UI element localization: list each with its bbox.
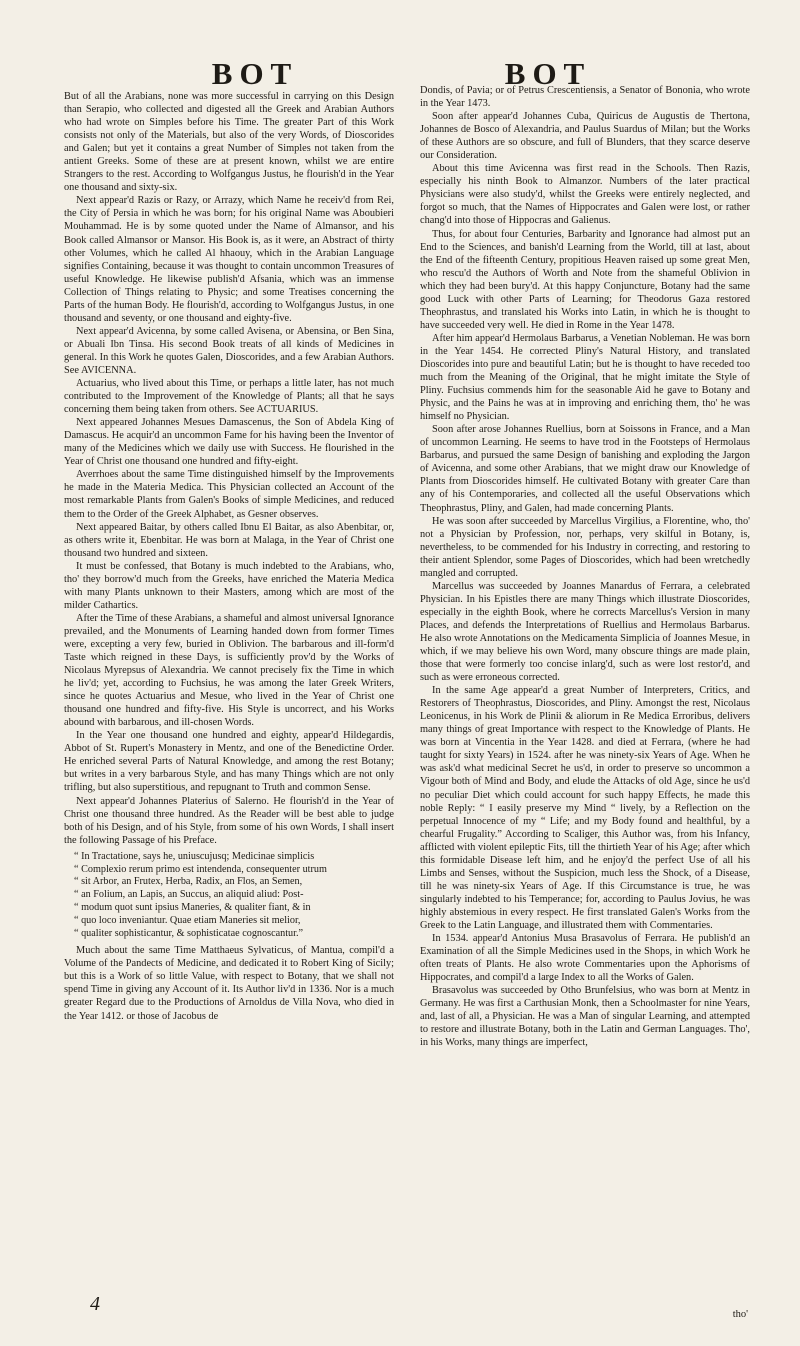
paragraph: Next appeared Johannes Mesues Damascenus, the Son of Abdela King of Damascus. He acquir'd an uncommon Fame for his having been the Inventor of many of the Medicines which we daily use with Success. He flourished in the Year of Christ one thousand one hundred and fifty-eight. [64, 417, 394, 468]
paragraph: After him appear'd Hermolaus Barbarus, a Venetian Nobleman. He was born in the Year 1454. He corrected Pliny's Natural History, and translated Dioscorides into pure and beautiful Latin; but he is thought to have receded too much from the Meaning of the Original, that he might imitate the Style of Pliny. Fuchsius commends him for the seasonable Aid he gave to Botany and Physic, and the Pains he was at in improving and enriching them, tho' he was himself no Physician. [420, 332, 750, 423]
paragraph: In the same Age appear'd a great Number of Interpreters, Critics, and Restorers of Theophrastus, Dioscorides, and Pliny. Amongst the rest, Nicolaus Leonicenus, in his Work de Plinii & aliorum in Re Medica Erroribus, delivers many things of great Importance with respect to the Knowledge of Plants. He was born at Vincentia in the Year 1428. and died at Ferrara, (where he had taught for sixty Years) in 1524. after he was ninety-six Years of Age. When he was ask'd what medicinal Secret he us'd, in order to preserve so uncommon a Vigour both of Mind and Body, and elude the Attacks of old Age, since he us'd no peculiar Diet which could account for such happy Effects, he made this noble Reply: “ I easily preserve my Mind “ lively, by a Reflection on the perpetual Innocence of my “ Life; and my Body found and healthful, by a chearful Frugality.” According to Scaliger, this Author was, from his Infancy, afflicted with violent epileptic Fits, till the thirtieth Year of his Age; after which this formidable Disease left him, and he enjoy'd the perfect Use of all his Limbs and Senses, without the Suspicion, much less the Shock, of a Disease, till he was ninety-six Years of Age. If this Circumstance is true, he was singularly indebted to his Temperance; for, according to Paulus Jovius, he was highly abstemious in every respect. He first translated Galen's Works from the Greek to the Latin Language, and illustrated them with Commentaries. [420, 685, 750, 931]
quote-line: “ qualiter sophisticantur, & sophisticatae cognoscantur.” [74, 927, 304, 939]
paragraph: About this time Avicenna was first read in the Schools. Then Razis, especially his ninth Book to Almanzor. Numbers of the later practical Physicians were also study'd, whilst the Greeks were entirely neglected, and forgot so much, that the Names of Hippocrates and Galen were lost, or rather chang'd into those of Hippocras and Galienus. [420, 163, 750, 227]
quote-line: “ an Folium, an Lapis, an Succus, an aliquid aliud: Post- [74, 889, 304, 901]
paragraph: Dondis, of Pavia; or of Petrus Crescentiensis, a Senator of Bononia, who wrote in the Year 1473. [420, 85, 750, 110]
quote-line: “ quo loco inveniantur. Quae etiam Maneries sit melior, [74, 914, 301, 926]
running-head-left: BOT [211, 56, 299, 91]
catchword: tho' [732, 1309, 748, 1320]
right-column [420, 84, 750, 1294]
paragraph: In 1534. appear'd Antonius Musa Brasavolus of Ferrara. He publish'd an Examination of all the Simple Medicines used in the Shops, in which Work he often treats of Plants. He also wrote Commentaries upon the Aphorisms of Hippocrates, and compil'd a large Index to all the Works of Galen. [420, 933, 750, 984]
paragraph: Actuarius, who lived about this Time, or perhaps a little later, has not much contributed to the Improvement of the Knowledge of Plants; all that he says concerning them being taken from others. See ACTUARIUS. [64, 378, 394, 416]
quote-line: “ In Tractatione, says he, uniuscujusq; Medicinae simplicis [74, 850, 315, 862]
paragraph: But of all the Arabians, none was more successful in carrying on this Design than Serapio, who collected and digested all the Greek and Arabian Authors who had wrote on Simples before his Time. The greater Part of this Work consists not only of the Materials, but also of the very Words, of Dioscorides and Galen; but yet it contains a great Number of Simples not taken from the antient Greeks. Some of these are at present known, whilst we are entire Strangers to the rest. According to Wolfgangus Justus, he flourish'd in the Year one thousand and sixty-six. [64, 91, 394, 194]
paragraph: Brasavolus was succeeded by Otho Brunfelsius, who was born at Mentz in Germany. He was first a Carthusian Monk, then a Schoolmaster for nine Years, and, last of all, a Physician. He was a Man of singular Learning, and attempted to restore and illustrate Botany, both in the Latin and German Languages. Tho', in his Works, many things are imperfect, [420, 985, 750, 1049]
running-head-right: BOT [504, 56, 592, 91]
quote-line: “ Complexio rerum primo est intendenda, consequenter utrum [74, 863, 327, 875]
paragraph: It must be confessed, that Botany is much indebted to the Arabians, who, tho' they borrow'd much from the Greeks, have enriched the Materia Medica with many Plants unknown to their Masters, among which are most of the milder Cathartics. [64, 560, 394, 611]
paragraph: Next appear'd Razis or Razy, or Arrazy, which Name he receiv'd from Rei, the City of Persia in which he was born; for his original Name was Aboubieri Mouhammad. He is by some quoted under the Name of Almansor, and his Book called Almansor or Mansor. His Book is, as it were, an Abstract of thirty other Volumes, which he called Al hhaouy, which in the Arabian Language signifies Containing, because it was thought to contain uncommon Treasures of useful Knowledge. He likewise publish'd Afsania, which was an immense Collection of Things relating to Physic; and some Treatises concerning the Parts of the human Body. He flourish'd, according to Wolfgangus Justus, in one thousand and seventy, or one thousand and eighty-five. [64, 195, 394, 324]
paragraph: Thus, for about four Centuries, Barbarity and Ignorance had almost put an End to the Sciences, and banish'd Learning from the World, till at last, about the End of the fifteenth Century, propitious Heaven raised up some great Men, who rescu'd the Authors of Worth and Note from the shameful Oblivion in which they had been bury'd. At this happy Conjuncture, Botany had the same good Luck with other Parts of Learning; for Theodorus Gaza restored Theophrastus, and translated his Works into Latin, in which he is thought to have succeeded very well. He died in Rome in the Year 1478. [420, 228, 750, 331]
page-number: 4 [90, 1293, 100, 1315]
paragraph: After the Time of these Arabians, a shameful and almost universal Ignorance prevailed, and the Monuments of Learning handed down from former Times were, excepting a very few, buried in Oblivion. The barbarous and ill-form'd Taste which reigned in these Days, is sufficiently prov'd by the Works of Nicolaus Myrepsus of Alexandria. We cannot precisely fix the Time in which he liv'd; yet, according to Fuchsius, he was among the later Greek Writers, since he quotes Actuarius and Mesue, who lived in the Year of Christ one thousand one hundred and fifty-five. His Style is uncorrect, and his Works abound with barbarous, and ill-chosen Words. [64, 612, 394, 729]
paragraph: Next appeared Baitar, by others called Ibnu El Baitar, as also Abenbitar, or, as others write it, Ebenbitar. He was born at Malaga, in the Year of Christ one thousand two hundred and sixteen. [64, 521, 394, 559]
paragraph: He was soon after succeeded by Marcellus Virgilius, a Florentine, who, tho' not a Physician by Profession, nor, perhaps, very skilful in Botany, is, nevertheless, to be commended for his Industry in correcting, and restoring to their antient Splendor, some Pages of Dioscorides, which had been wretchedly mangled and corrupted. [420, 515, 750, 579]
paragraph: Soon after appear'd Johannes Cuba, Quiricus de Augustis de Thertona, Johannes de Bosco of Alexandria, and Paulus Suardus of Milan; but the Works of these Authors are so obscure, and full of Blunders, that they scarce deserve our Consideration. [420, 111, 750, 162]
paragraph: Much about the same Time Matthaeus Sylvaticus, of Mantua, compil'd a Volume of the Pandects of Medicine, and dedicated it to Robert King of Sicily; but this is a Work of so little Value, with respect to Botany, that we shall not spend Time in giving any Account of it. Its Author liv'd in 1336. Nor is a much greater Regard due to the Productions of Arnoldus de Villa Nova, who died in the Year 1412. or those of Jacobus de [64, 945, 394, 1022]
paragraph: Soon after arose Johannes Ruellius, born at Soissons in France, and a Man of uncommon Learning. He seems to have trod in the Footsteps of Hermolaus Barbarus, and pursued the same Design of banishing and exploding the Jargon of Avicenna, and some other Arabians, that we might draw our Knowledge of Plants from Dioscorides himself. He cultivated Botany with greater Care than any of his Contemporaries, and collected all the useful Observations which Theophrastus, Pliny, and Galen, had made concerning Plants. [420, 424, 750, 514]
latin-quotation [74, 851, 394, 941]
left-column [64, 90, 394, 1300]
paragraph: In the Year one thousand one hundred and eighty, appear'd Hildegardis, Abbot of St. Rupert's Monastery in Mentz, and one of the Benedictine Order. He enriched several Parts of Natural Knowledge, and among the rest Botany; but writes in a very barbarous Style, and has many Things which are not only trifling, but also superstitious, and repugnant to Truth and common Sense. [64, 730, 394, 794]
paragraph: Averrhoes about the same Time distinguished himself by the Improvements he made in the Materia Medica. This Physician collected an Account of the most remarkable Plants from Galen's Books of simple Medicines, and reduced them to the Order of the Greek Alphabet, as Gesner observes. [64, 469, 394, 520]
paragraph: Marcellus was succeeded by Joannes Manardus of Ferrara, a celebrated Physician. In his Epistles there are many Things which illustrate Dioscorides, especially in the eighth Book, where he corrects Marcellus's Version in many Places, and defends the Interpretations of Ruellius and Hermolaus Barbarus. He also wrote Annotations on the Medicamenta Simplicia of Joannes Mesue, in which, if we may believe his own Word, many obscure things are made plain, those that were formerly too concise inlarg'd, such as were lost restor'd, and such as were erroneous corrected. [420, 580, 750, 684]
quote-line: “ sit Arbor, an Frutex, Herba, Radix, an Flos, an Semen, [74, 876, 303, 888]
paragraph: Next appear'd Avicenna, by some called Avisena, or Abensina, or Ben Sina, or Abuali Ibn Tinsa. His second Book treats of all kinds of Medicines in general. In this Work he quotes Galen, Dioscorides, and a few Arabian Authors. See AVICENNA. [64, 325, 394, 376]
quote-line: “ modum quot sunt ipsius Maneries, & qualiter fiant, & in [74, 901, 311, 913]
paragraph: Next appear'd Johannes Platerius of Salerno. He flourish'd in the Year of Christ one thousand three hundred. As the Reader will be best able to judge both of his Design, and of his Style, from some of his own Words, I shall insert the following Passage of his Preface. [64, 795, 394, 846]
